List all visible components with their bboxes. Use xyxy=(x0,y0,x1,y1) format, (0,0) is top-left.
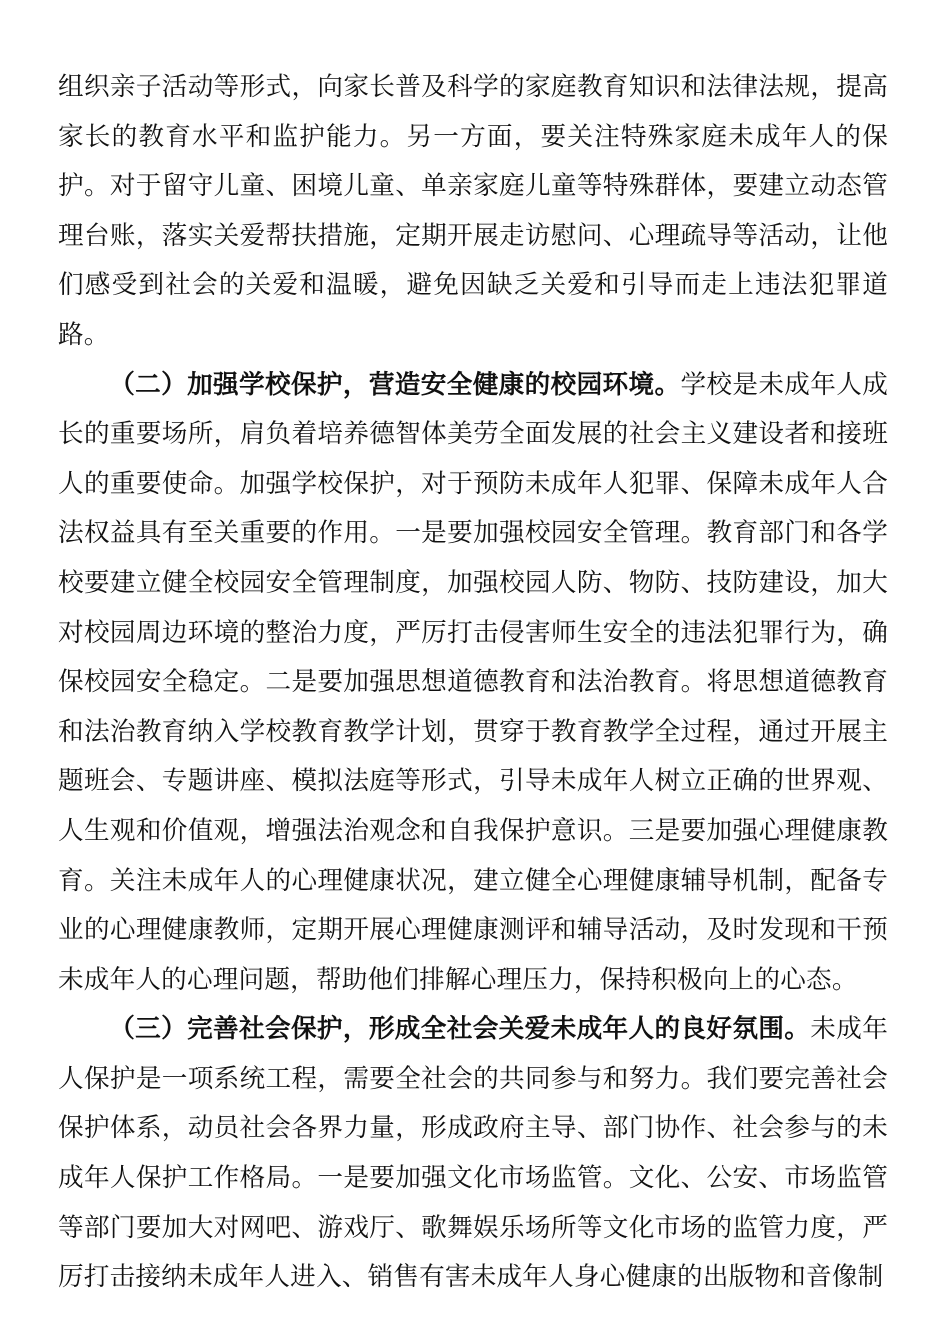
section-heading-social-protection: （三）完善社会保护，形成全社会关爱未成年人的良好氛围。 xyxy=(109,1014,811,1045)
section-heading-school-protection: （二）加强学校保护，营造安全健康的校园环境。 xyxy=(109,369,681,400)
paragraph-family-education-continued xyxy=(58,63,888,361)
paragraph-text: 组织亲子活动等形式，向家长普及科学的家庭教育知识和法律法规，提高家长的教育水平和监护能力。另一方面，要关注特殊家庭未成年人的保护。对于留守儿童、困境儿童、单亲家庭儿童等特殊群体，要建立动态管理台账，落实关爱帮扶措施，定期开展走访慰问、心理疏导等活动，让他们感受到社会的关爱和温暖，避免因缺乏关爱和引导而走上违法犯罪道路。 xyxy=(58,72,888,350)
paragraph-text: 学校是未成年人成长的重要场所，肩负着培养德智体美劳全面发展的社会主义建设者和接班人的重要使命。加强学校保护，对于预防未成年人犯罪、保障未成年人合法权益具有至关重要的作用。一是要加强校园安全管理。教育部门和各学校要建立健全校园安全管理制度，加强校园人防、物防、技防建设，加大对校园周边环境的整治力度，严厉打击侵害师生安全的违法犯罪行为，确保校园安全稳定。二是要加强思想道德教育和法治教育。将思想道德教育和法治教育纳入学校教育教学计划，贯穿于教育教学全过程，通过开展主题班会、专题讲座、模拟法庭等形式，引导未成年人树立正确的世界观、人生观和价值观，增强法治观念和自我保护意识。三是要加强心理健康教育。关注未成年人的心理健康状况，建立健全心理健康辅导机制，配备专业的心理健康教师，定期开展心理健康测评和辅导活动，及时发现和干预未成年人的心理问题，帮助他们排解心理压力，保持积极向上的心态。 xyxy=(58,369,888,995)
paragraph-social-protection xyxy=(58,1005,888,1303)
paragraph-school-protection xyxy=(58,361,888,1006)
paragraph-text: 未成年人保护是一项系统工程，需要全社会的共同参与和努力。我们要完善社会保护体系，动员社会各界力量，形成政府主导、部门协作、社会参与的未成年人保护工作格局。一是要加强文化市场监管。文化、公安、市场监管等部门要加大对网吧、游戏厅、歌舞娱乐场所等文化市场的监管力度，严厉打击接纳未成年人进入、销售有害未成年人身心健康的出版物和音像制 xyxy=(58,1014,888,1293)
document-body xyxy=(58,63,888,1303)
